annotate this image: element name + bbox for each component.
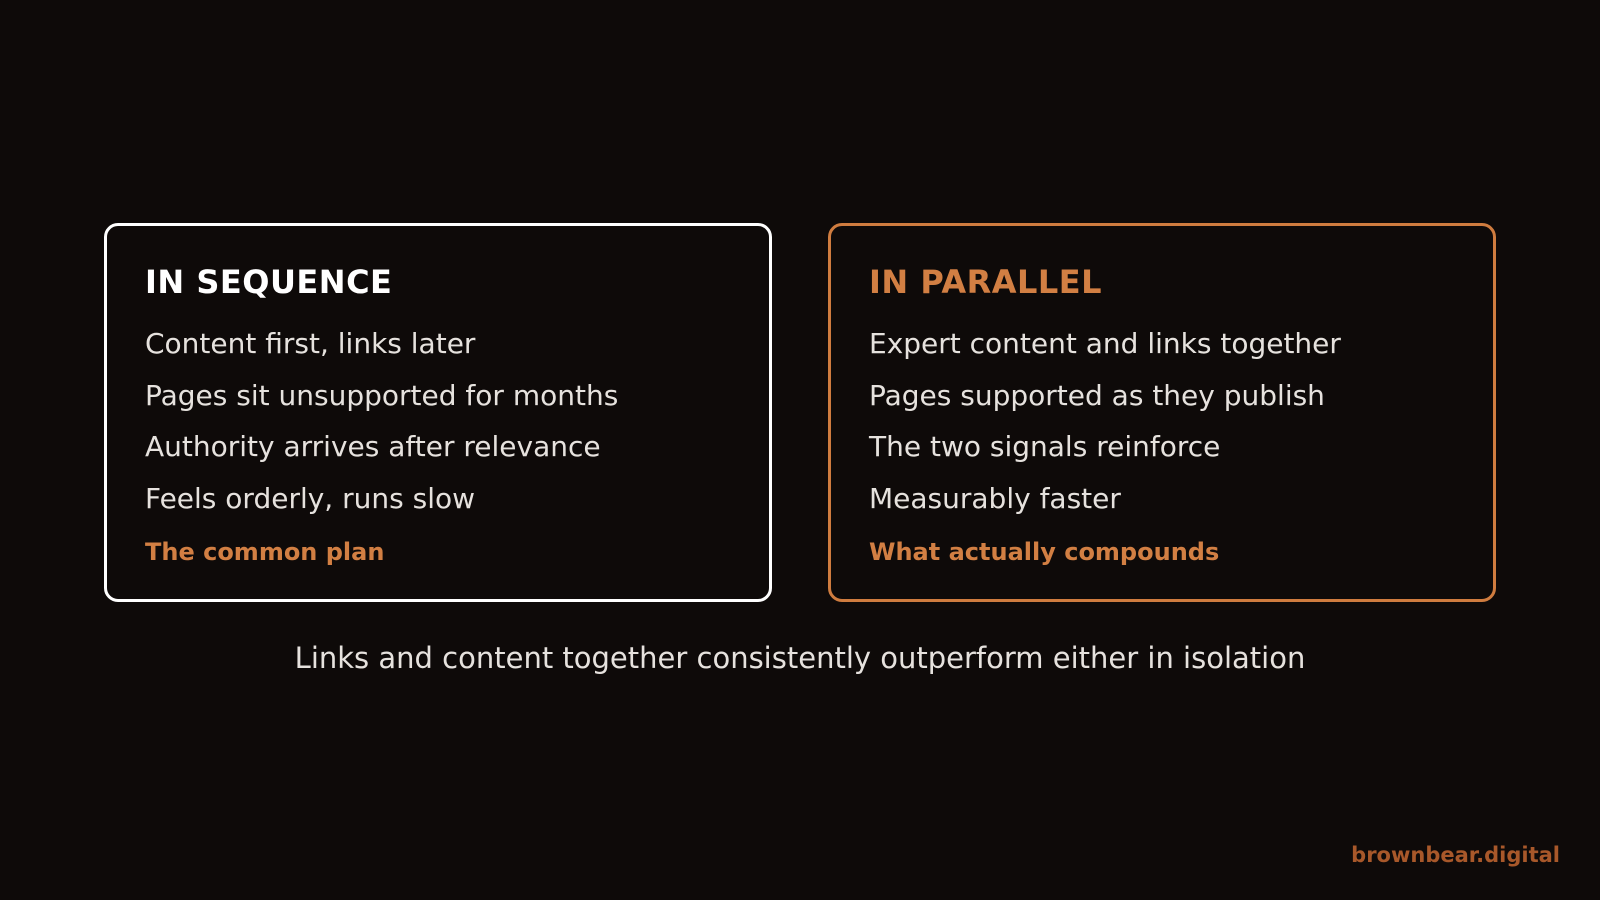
list-item: Authority arrives after relevance <box>145 430 601 463</box>
list-item: The two signals reinforce <box>869 430 1221 463</box>
list-item: Measurably faster <box>869 481 1121 515</box>
tagline: Links and content together consistently outperform either in isolation <box>294 641 1306 675</box>
comparison-cards <box>104 223 1496 602</box>
card-title: IN PARALLEL <box>869 263 1103 301</box>
list-item: Feels orderly, runs slow <box>145 481 475 515</box>
card-in-parallel <box>828 223 1496 602</box>
list-item: Content first, links later <box>145 327 476 360</box>
list-item: Expert content and links together <box>869 327 1341 360</box>
card-title: IN SEQUENCE <box>145 263 393 301</box>
brand-mark: brownbear.digital <box>1351 843 1560 867</box>
card-list <box>145 318 731 524</box>
card-in-sequence <box>104 223 772 602</box>
list-item: Pages supported as they publish <box>869 378 1325 412</box>
card-footer: What actually compounds <box>869 538 1220 566</box>
list-item: Pages sit unsupported for months <box>145 378 619 412</box>
card-list <box>869 318 1455 524</box>
card-footer: The common plan <box>145 538 385 566</box>
